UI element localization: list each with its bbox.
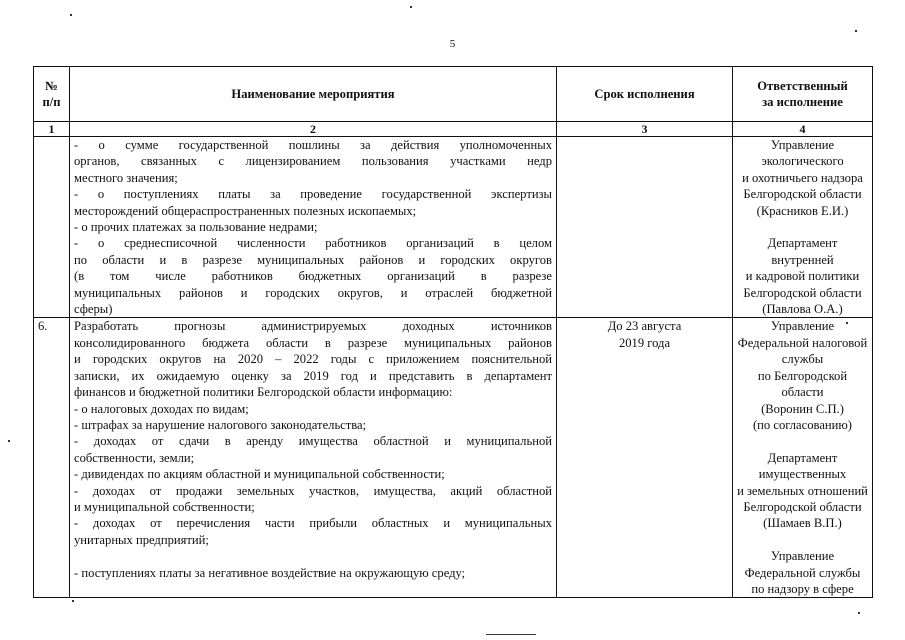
text-line <box>737 433 868 449</box>
text-line: (Павлова О.А.) <box>762 302 843 317</box>
scan-artifact <box>8 440 10 442</box>
header-number <box>34 67 70 122</box>
text-line: и кадровой политики <box>745 269 860 284</box>
measure-text <box>70 137 557 318</box>
text-line: Департамент <box>767 450 838 465</box>
text-line: месторождений общераспространенных полезных ископаемых; <box>74 203 417 218</box>
text-line: органов, связанных с лицензированием пользования участками недр <box>74 154 552 169</box>
scan-artifact <box>70 14 72 16</box>
table-row <box>34 318 873 598</box>
text-line: сферы) <box>74 302 113 317</box>
text-line: финансов и бюджетной политики Белгородской области информацию: <box>74 385 453 400</box>
text-line: по области и в разрезе муниципальных районов и городских округов <box>74 252 552 267</box>
header-responsible-line: Ответственный <box>757 78 848 93</box>
text-line: - поступлениях платы за негативное воздействие на окружающую среду; <box>74 565 466 580</box>
deadline <box>557 137 733 318</box>
header-deadline: Срок исполнения <box>557 67 733 122</box>
header-number-line: п/п <box>42 95 61 109</box>
column-number: 2 <box>70 122 557 137</box>
header-responsible-line: за исполнение <box>762 95 843 109</box>
text-line: (в том числе работников бюджетных организаций в разрезе <box>74 269 552 284</box>
column-number: 3 <box>557 122 733 137</box>
text-line: (Шамаев В.П.) <box>763 516 842 531</box>
header-number-line: № <box>45 78 58 93</box>
text-line: экологического <box>761 154 844 169</box>
responsible <box>733 137 873 318</box>
text-line: Разработать прогнозы администрируемых доходных источников <box>74 319 552 334</box>
text-line: - штрафах за нарушение налогового законодательства; <box>74 417 367 432</box>
text-line: Департамент внутренней <box>767 236 838 267</box>
text-line: (по согласованию) <box>752 417 852 432</box>
scan-artifact <box>858 612 860 614</box>
row-number: 6. <box>34 318 70 598</box>
text-line: Белгородской области <box>743 285 862 300</box>
text-line: - о прочих платежах за пользование недрами; <box>74 220 318 235</box>
text-line: и городских округов на 2020 – 2022 годы с приложением пояснительной <box>74 352 552 367</box>
text-line: по Белгородской области <box>757 368 848 400</box>
text-line <box>74 548 552 564</box>
text-line: - о сумме государственной пошлины за действия уполномоченных <box>74 138 552 152</box>
scan-artifact <box>410 6 412 8</box>
page-number: 5 <box>449 38 456 50</box>
text-line: и муниципальной собственности; <box>74 499 255 514</box>
text-line: Федеральной службы <box>744 565 861 580</box>
text-line: - дивидендах по акциям областной и муниципальной собственности; <box>74 467 445 482</box>
table-row <box>34 137 873 318</box>
text-line: Белгородской области <box>743 499 862 514</box>
text-line: Управление <box>770 138 835 152</box>
row-number <box>34 137 70 318</box>
text-line: Белгородской области <box>743 187 862 202</box>
text-line: службы <box>781 352 824 367</box>
header-responsible <box>733 67 873 122</box>
text-line: 2019 года <box>618 335 671 350</box>
responsible <box>733 318 873 598</box>
column-number: 4 <box>733 122 873 137</box>
text-line: До 23 августа <box>607 319 682 334</box>
text-line: местного значения; <box>74 170 178 185</box>
text-line: - о поступлениях платы за проведение государственной экспертизы <box>74 187 552 202</box>
text-line: - доходах от сдачи в аренду имущества областной и муниципальной <box>74 434 552 449</box>
scan-artifact <box>72 600 74 602</box>
text-line: записки, их ожидаемую оценку за 2019 год и представить в департамент <box>74 368 552 383</box>
table-header-row <box>34 67 873 122</box>
column-number: 1 <box>34 122 70 137</box>
text-line <box>737 219 868 235</box>
text-line: и земельных отношений <box>737 483 868 498</box>
text-line: (Воронин С.П.) <box>761 401 844 416</box>
text-line: - о среднесписочной численности работников организаций в целом <box>74 236 552 251</box>
text-line: унитарных предприятий; <box>74 532 209 547</box>
text-line: по надзору в сфере <box>751 581 854 596</box>
deadline <box>557 318 733 598</box>
scan-artifact <box>486 634 536 635</box>
text-line: - о налоговых доходах по видам; <box>74 401 249 416</box>
scan-artifact <box>846 322 848 324</box>
text-line <box>737 532 868 548</box>
text-line: консолидированного бюджета области в разрезе муниципальных районов <box>74 335 552 350</box>
text-line: Управление <box>770 319 835 334</box>
text-line: муниципальных районов и городских округов, и отраслей бюджетной <box>74 285 552 300</box>
text-line: собственности, земли; <box>74 450 195 465</box>
scan-artifact <box>855 30 857 32</box>
text-line: (Красников Е.И.) <box>756 203 849 218</box>
text-line: Федеральной налоговой <box>737 335 868 350</box>
text-line: имущественных <box>758 467 847 482</box>
text-line: - доходах от перечисления части прибыли областных и муниципальных <box>74 516 552 531</box>
text-line: Управление <box>770 549 835 564</box>
text-line: и охотничьего надзора <box>742 170 863 185</box>
measures-table <box>33 66 873 598</box>
header-measure-name: Наименование мероприятия <box>70 67 557 122</box>
measure-text <box>70 318 557 598</box>
text-line: - доходах от продажи земельных участков, имущества, акций областной <box>74 483 552 498</box>
column-numbers-row <box>34 122 873 137</box>
